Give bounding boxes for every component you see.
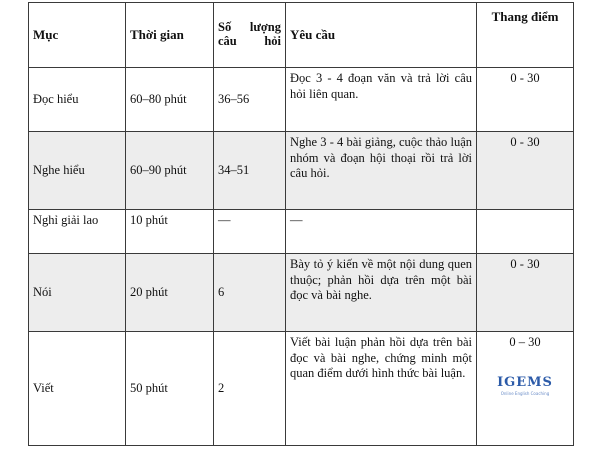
cell-requirements: Viết bài luận phản hồi dựa trên bài đọc và bài nghe, chứng minh một quan điểm dưới hình thức bài luận. (286, 332, 477, 446)
cell-time: 10 phút (126, 210, 214, 254)
table-header-row (29, 3, 574, 68)
logo-name: IGEMS (497, 374, 553, 390)
cell-time: 60–80 phút (126, 68, 214, 132)
cell-requirements: Bày tỏ ý kiến về một nội dung quen thuộc; phản hồi dựa trên một bài đọc và bài nghe. (286, 254, 477, 332)
table-row-writing (29, 332, 574, 446)
logo-tagline: Online English Coaching (500, 390, 550, 396)
table-row-listening (29, 132, 574, 210)
header-question-count: Số lượng câu hỏi (214, 3, 286, 68)
exam-structure-table-wrapper (28, 2, 573, 445)
header-score: Thang điểm (477, 3, 574, 68)
header-time: Thời gian (126, 3, 214, 68)
igems-logo (481, 375, 569, 396)
cell-question-count: — (214, 210, 286, 254)
exam-structure-table (28, 2, 574, 446)
header-requirements: Yêu cầu (286, 3, 477, 68)
cell-section: Nghỉ giải lao (29, 210, 126, 254)
cell-section: Viết (29, 332, 126, 446)
cell-score: 0 - 30 (477, 254, 574, 332)
cell-question-count: 34–51 (214, 132, 286, 210)
cell-question-count: 2 (214, 332, 286, 446)
table-row-break (29, 210, 574, 254)
cell-score (477, 210, 574, 254)
cell-section: Nói (29, 254, 126, 332)
cell-section: Đọc hiểu (29, 68, 126, 132)
cell-requirements: Nghe 3 - 4 bài giảng, cuộc thảo luận nhóm và đoạn hội thoại rồi trả lời câu hỏi. (286, 132, 477, 210)
cell-requirements: Đọc 3 - 4 đoạn văn và trả lời câu hỏi liên quan. (286, 68, 477, 132)
cell-score-with-logo (477, 332, 574, 446)
cell-time: 20 phút (126, 254, 214, 332)
cell-requirements: — (286, 210, 477, 254)
cell-section: Nghe hiểu (29, 132, 126, 210)
cell-score: 0 – 30 (509, 335, 541, 349)
table-row-speaking (29, 254, 574, 332)
table-row-reading (29, 68, 574, 132)
cell-question-count: 36–56 (214, 68, 286, 132)
cell-score: 0 - 30 (477, 132, 574, 210)
cell-score: 0 - 30 (477, 68, 574, 132)
cell-time: 50 phút (126, 332, 214, 446)
cell-time: 60–90 phút (126, 132, 214, 210)
header-section: Mục (29, 3, 126, 68)
cell-question-count: 6 (214, 254, 286, 332)
